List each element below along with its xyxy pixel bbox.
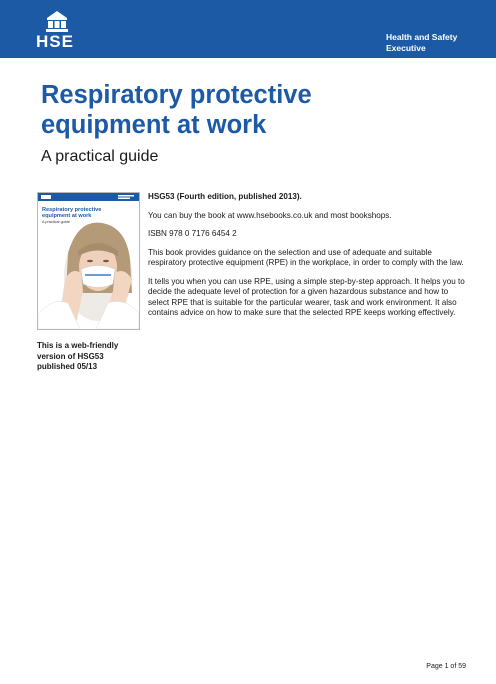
description-paragraph: This book provides guidance on the selection and use of adequate and suitable respiratory protective equipment (RPE) in the workplace, in order to comply with the law.: [148, 247, 464, 267]
web-version-note-line: version of HSG53: [37, 351, 104, 361]
thumb-title-line: equipment at work: [42, 213, 92, 219]
purchase-line: You can buy the book at www.hsebooks.co.uk and most bookshops.: [148, 210, 392, 220]
document-subtitle: A practical guide: [41, 148, 159, 165]
header-bar: [0, 0, 496, 58]
cover-thumbnail-image: [38, 193, 139, 329]
crown-emblem-icon: [44, 10, 70, 34]
document-title: [41, 80, 461, 140]
document-title-line: equipment at work: [41, 111, 267, 139]
cover-thumbnail: [37, 192, 140, 330]
thumb-title-line: Respiratory protective: [42, 207, 102, 213]
web-version-note: [37, 341, 137, 373]
document-title-line: Respiratory protective: [41, 81, 312, 109]
page-number: Page 1 of 59: [426, 663, 466, 670]
web-version-note-line: This is a web-friendly: [37, 341, 119, 350]
thumb-subtitle: A practical guide: [42, 220, 70, 224]
agency-name-line: Health and Safety: [386, 32, 458, 42]
agency-name: [386, 32, 486, 53]
hse-logo: [36, 10, 86, 52]
logo-text: HSE: [36, 32, 74, 51]
isbn-line: ISBN 978 0 7176 6454 2: [148, 229, 237, 238]
edition-line: HSG53 (Fourth edition, published 2013).: [148, 192, 302, 201]
intro-text: [148, 192, 468, 327]
web-version-note-line: published 05/13: [37, 362, 98, 371]
description-paragraph: It tells you when you can use RPE, using a simple step-by-step approach. It helps you to decide the adequate level of protection for a given hazardous substance and how to select RPE that is suitable for the particular wearer, task and work environment. It also contains advice on how to make sure that the selected RPE keeps working effectively.: [148, 276, 465, 317]
agency-name-line: Executive: [386, 42, 426, 53]
